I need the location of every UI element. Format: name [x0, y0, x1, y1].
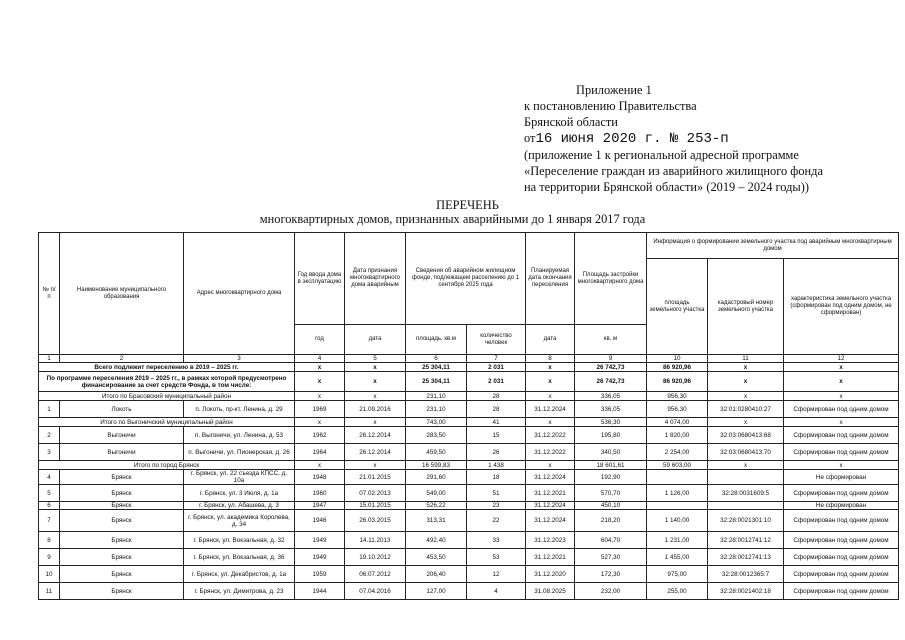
table-row [39, 401, 899, 418]
cell-date: 26.12.2014 [345, 427, 406, 444]
column-number: 5 [345, 355, 406, 363]
subtotal-row [39, 461, 899, 470]
cell-municipality: Брянск [60, 502, 184, 510]
cell-year: x [295, 363, 345, 372]
col-header-land: Информация о формировании земельного участка под аварийным многоквартирным домом [647, 233, 899, 259]
cell-cadastral: 32:28:0031609:5 [708, 485, 784, 502]
cell-year: 1969 [295, 401, 345, 418]
cell-municipality: Выгоничи [60, 427, 184, 444]
cell-planned-date: x [526, 461, 575, 470]
cell-cadastral: x [708, 372, 784, 392]
cell-year: 1947 [295, 502, 345, 510]
cell-cadastral: 32:28:0012365:7 [708, 566, 784, 583]
cell-date: 15.01.2015 [345, 502, 406, 510]
col-header-built-area: Площадь застройки многоквартирного дома [575, 233, 647, 325]
cell-built-area: 172,30 [575, 566, 647, 583]
cell-cadastral: 32:28:0012741:13 [708, 549, 784, 566]
cell-land-area: 956,30 [647, 401, 708, 418]
cell-people: 28 [467, 392, 526, 401]
cell-area: 127,00 [406, 583, 467, 600]
cell-land-char: Сформирован под одним домом [784, 485, 899, 502]
cell-num: 8 [39, 532, 60, 549]
unit-people: количество человек [467, 325, 526, 355]
cell-municipality: Выгоничи [60, 444, 184, 461]
appendix-header [524, 82, 864, 195]
column-number: 12 [784, 355, 899, 363]
cell-planned-date: 31.12.2024 [526, 510, 575, 532]
cell-land-area: 1 820,00 [647, 427, 708, 444]
program-total-row [39, 372, 899, 392]
column-number: 8 [526, 355, 575, 363]
col-header-info: Сведения об аварийном жилищном фонде, подлежащем расселению до 1 сентября 2025 года [406, 233, 526, 325]
cell-date: 21.09.2016 [345, 401, 406, 418]
cell-land-char: Сформирован под одним домом [784, 549, 899, 566]
cell-num: 10 [39, 566, 60, 583]
cell-num: 2 [39, 427, 60, 444]
cell-people: 26 [467, 444, 526, 461]
cell-year: 1948 [295, 470, 345, 485]
column-number: 9 [575, 355, 647, 363]
cell-year: 1949 [295, 549, 345, 566]
cell-land-area [647, 502, 708, 510]
appendix-line: к постановлению Правительства [524, 99, 697, 113]
cell-cadastral: 32:01:0280410:27 [708, 401, 784, 418]
cell-people: 2 031 [467, 372, 526, 392]
subtotal-label: Итого по город Брянск [39, 461, 295, 470]
cell-cadastral: x [708, 392, 784, 401]
col-header-planned: Планируемая дата окончания переселения [526, 233, 575, 325]
cell-year: 1964 [295, 444, 345, 461]
cell-planned-date: 31.12.2024 [526, 401, 575, 418]
cell-planned-date: x [526, 363, 575, 372]
cell-municipality: Брянск [60, 566, 184, 583]
cell-year: x [295, 461, 345, 470]
cell-people: 1 438 [467, 461, 526, 470]
cell-area: 453,50 [406, 549, 467, 566]
cell-year: 1949 [295, 532, 345, 549]
total-label: По программе переселения 2019 – 2025 гг., в рамках которой предусмотрено финансирование за счет средств Фонда, в том числе: [39, 372, 295, 392]
cell-year: 1960 [295, 485, 345, 502]
col-header-land-area: площадь земельного участка [647, 259, 708, 355]
col-header-recognition: Дата признания многоквартирного дома аварийным [345, 233, 406, 325]
cell-built-area: 340,50 [575, 444, 647, 461]
cell-people: 22 [467, 510, 526, 532]
cell-address: п. Выгоничи, ул. Пионерская, д. 26 [184, 444, 295, 461]
cell-built-area: 527,30 [575, 549, 647, 566]
title-subline: многоквартирных домов, признанных аварийными до 1 января 2017 года [259, 212, 646, 226]
appendix-line: «Переселение граждан из аварийного жилищного фонда [524, 164, 823, 178]
cell-date: 19.10.2012 [345, 549, 406, 566]
cell-date: x [345, 418, 406, 427]
cell-cadastral: 32:03:0680413:68 [708, 427, 784, 444]
unit-planned-date: дата [526, 325, 575, 355]
cell-area: 231,10 [406, 392, 467, 401]
cell-address: г. Брянск, ул. Вокзальная, д. 36 [184, 549, 295, 566]
title-line: ПЕРЕЧЕНЬ [436, 198, 499, 212]
cell-address: г. Брянск, ул. 22 съезда КПСС, д. 10а [184, 470, 295, 485]
cell-municipality: Локоть [60, 401, 184, 418]
cell-cadastral: 32:28:0012741:12 [708, 532, 784, 549]
cell-land-area: 1 231,00 [647, 532, 708, 549]
cell-area: 25 304,11 [406, 372, 467, 392]
column-number: 3 [184, 355, 295, 363]
subtotal-row [39, 392, 899, 401]
cell-num: 1 [39, 401, 60, 418]
cell-cadastral: x [708, 418, 784, 427]
cell-people: 18 [467, 470, 526, 485]
column-number: 4 [295, 355, 345, 363]
cell-built-area: 336,05 [575, 401, 647, 418]
cell-land-char: x [784, 392, 899, 401]
table-row [39, 444, 899, 461]
table-row [39, 427, 899, 444]
cell-land-char: Сформирован под одним домом [784, 444, 899, 461]
cell-land-area: 1 455,00 [647, 549, 708, 566]
appendix-date-line [524, 130, 864, 147]
cell-land-area: 86 920,96 [647, 372, 708, 392]
cell-date: x [345, 363, 406, 372]
cell-built-area: 232,00 [575, 583, 647, 600]
col-header-address: Адрес многоквартирного дома [184, 233, 295, 355]
cell-area: 206,40 [406, 566, 467, 583]
cell-built-area: 195,80 [575, 427, 647, 444]
cell-area: 526,22 [406, 502, 467, 510]
cell-land-char: x [784, 372, 899, 392]
cell-land-char: x [784, 418, 899, 427]
cell-num: 4 [39, 470, 60, 485]
cell-people: 51 [467, 485, 526, 502]
column-number: 7 [467, 355, 526, 363]
cell-municipality: Брянск [60, 485, 184, 502]
cell-date: x [345, 392, 406, 401]
cell-date: 26.03.2015 [345, 510, 406, 532]
appendix-line: Брянской области [524, 115, 618, 129]
cell-people: 2 031 [467, 363, 526, 372]
cell-area: 283,50 [406, 427, 467, 444]
cell-num: 5 [39, 485, 60, 502]
unit-sqm: кв. м [575, 325, 647, 355]
table-row [39, 502, 899, 510]
cell-land-area: 956,30 [647, 392, 708, 401]
cell-land-area: 4 074,00 [647, 418, 708, 427]
cell-num: 3 [39, 444, 60, 461]
cell-year: x [295, 392, 345, 401]
cell-land-area [647, 470, 708, 485]
cell-area: 16 599,83 [406, 461, 467, 470]
cell-municipality: Брянск [60, 549, 184, 566]
cell-date: 14.11.2013 [345, 532, 406, 549]
cell-planned-date: 31.08.2025 [526, 583, 575, 600]
col-header-land-char: характеристика земельного участка (сформирован под одним домом, не сформирован) [784, 259, 899, 355]
cell-built-area: 218,20 [575, 510, 647, 532]
cell-year: 1944 [295, 583, 345, 600]
cell-land-char: Не сформирован [784, 470, 899, 485]
cell-num: 7 [39, 510, 60, 532]
subtotal-label: Итого по Брасовский муниципальный район [39, 392, 295, 401]
cell-built-area: 18 601,61 [575, 461, 647, 470]
table-row [39, 532, 899, 549]
unit-year: год [295, 325, 345, 355]
table-row [39, 549, 899, 566]
cell-cadastral: x [708, 461, 784, 470]
column-number: 1 [39, 355, 60, 363]
appendix-line: (приложение 1 к региональной адресной программе [524, 148, 799, 162]
cell-land-area: 255,00 [647, 583, 708, 600]
cell-area: 459,50 [406, 444, 467, 461]
column-number: 10 [647, 355, 708, 363]
subtotal-row [39, 418, 899, 427]
cell-built-area: 604,70 [575, 532, 647, 549]
cell-cadastral: x [708, 363, 784, 372]
appendix-date: 16 июня 2020 г. № 253-п [535, 131, 729, 147]
cell-land-char: Сформирован под одним домом [784, 401, 899, 418]
cell-land-char: Сформирован под одним домом [784, 427, 899, 444]
cell-num: 9 [39, 549, 60, 566]
cell-people: 12 [467, 566, 526, 583]
cell-land-area: 975,00 [647, 566, 708, 583]
unit-date: дата [345, 325, 406, 355]
cell-planned-date: 31.12.2021 [526, 549, 575, 566]
cell-people: 15 [467, 427, 526, 444]
table-row [39, 470, 899, 485]
cell-built-area: 450,10 [575, 502, 647, 510]
cell-date: 26.12.2014 [345, 444, 406, 461]
cell-date: x [345, 372, 406, 392]
cell-land-char: x [784, 461, 899, 470]
document-title [0, 198, 905, 226]
cell-area: 231,10 [406, 401, 467, 418]
cell-built-area: 536,30 [575, 418, 647, 427]
cell-land-char: Сформирован под одним домом [784, 583, 899, 600]
col-header-num: № п/п [39, 233, 60, 355]
cell-land-area: 1 140,00 [647, 510, 708, 532]
total-row [39, 363, 899, 372]
cell-area: 313,31 [406, 510, 467, 532]
table-row [39, 485, 899, 502]
appendix-date-prefix: от [524, 131, 536, 145]
col-header-municipality: Наименование муниципального образования [60, 233, 184, 355]
cell-land-area: 2 254,00 [647, 444, 708, 461]
appendix-line: Приложение 1 [576, 83, 652, 97]
cell-num: 6 [39, 502, 60, 510]
cell-built-area: 570,70 [575, 485, 647, 502]
cell-date: 07.04.2016 [345, 583, 406, 600]
cell-built-area: 26 742,73 [575, 363, 647, 372]
col-header-year: Год ввода дома в эксплуатацию [295, 233, 345, 325]
cell-municipality: Брянск [60, 510, 184, 532]
cell-address: г. Брянск, ул. Декабристов, д. 1а [184, 566, 295, 583]
cell-planned-date: 31.12.2020 [526, 566, 575, 583]
cell-people: 53 [467, 549, 526, 566]
cell-cadastral [708, 502, 784, 510]
cell-planned-date: 31.12.2024 [526, 502, 575, 510]
houses-table [38, 232, 899, 600]
cell-date: 06.07.2012 [345, 566, 406, 583]
cell-land-char: Сформирован под одним домом [784, 510, 899, 532]
cell-land-area: 86 920,96 [647, 363, 708, 372]
cell-area: 25 304,11 [406, 363, 467, 372]
cell-planned-date: 31.12.2024 [526, 470, 575, 485]
subtotal-label: Итого по Выгоничский муниципальный район [39, 418, 295, 427]
cell-address: г. Брянск, ул. Вокзальная, д. 32 [184, 532, 295, 549]
cell-area: 549,00 [406, 485, 467, 502]
appendix-line: на территории Брянской области» (2019 – 2024 годы)) [524, 180, 810, 194]
cell-address: г. Брянск, ул. Абашева, д. 3 [184, 502, 295, 510]
cell-people: 33 [467, 532, 526, 549]
table-row [39, 566, 899, 583]
cell-built-area: 336,05 [575, 392, 647, 401]
cell-area: 743,00 [406, 418, 467, 427]
column-number: 2 [60, 355, 184, 363]
cell-municipality: Брянск [60, 532, 184, 549]
cell-land-area: 1 126,00 [647, 485, 708, 502]
cell-area: 291,60 [406, 470, 467, 485]
total-label: Всего подлежит переселению в 2019 – 2025 гг. [39, 363, 295, 372]
cell-people: 4 [467, 583, 526, 600]
cell-planned-date: x [526, 392, 575, 401]
cell-year: x [295, 372, 345, 392]
column-number: 6 [406, 355, 467, 363]
cell-cadastral: 32:28:0021301:10 [708, 510, 784, 532]
cell-built-area: 192,90 [575, 470, 647, 485]
col-header-cadastral: кадастровый номер земельного участка [708, 259, 784, 355]
cell-planned-date: 31.12.2022 [526, 444, 575, 461]
cell-people: 23 [467, 502, 526, 510]
cell-year: 1959 [295, 566, 345, 583]
column-number: 11 [708, 355, 784, 363]
cell-land-char: Не сформирован [784, 502, 899, 510]
cell-date: 07.02.2013 [345, 485, 406, 502]
cell-land-area: 59 603,00 [647, 461, 708, 470]
column-numbers-row [39, 355, 899, 363]
cell-cadastral: 32:03:0680413:70 [708, 444, 784, 461]
unit-area: площадь, кв.м [406, 325, 467, 355]
cell-year: x [295, 418, 345, 427]
cell-planned-date: x [526, 418, 575, 427]
cell-built-area: 26 742,73 [575, 372, 647, 392]
cell-area: 492,40 [406, 532, 467, 549]
cell-people: 41 [467, 418, 526, 427]
cell-planned-date: 31.12.2023 [526, 532, 575, 549]
cell-address: г. Брянск, ул. Димитрова, д. 23 [184, 583, 295, 600]
cell-address: г. Брянск, ул. академика Королева, д. 34 [184, 510, 295, 532]
cell-address: г. Брянск, ул. 3 Июля, д. 1а [184, 485, 295, 502]
cell-land-char: Сформирован под одним домом [784, 532, 899, 549]
cell-year: 1946 [295, 510, 345, 532]
cell-num: 11 [39, 583, 60, 600]
cell-land-char: Сформирован под одним домом [784, 566, 899, 583]
cell-planned-date: 31.12.2021 [526, 485, 575, 502]
cell-year: 1962 [295, 427, 345, 444]
cell-people: 28 [467, 401, 526, 418]
cell-cadastral: 32:28:0021402:18 [708, 583, 784, 600]
cell-date: x [345, 461, 406, 470]
table-row [39, 583, 899, 600]
cell-planned-date: x [526, 372, 575, 392]
table-row [39, 510, 899, 532]
cell-land-char: x [784, 363, 899, 372]
cell-address: п. Выгоничи, ул. Ленина, д. 53 [184, 427, 295, 444]
cell-municipality: Брянск [60, 470, 184, 485]
cell-cadastral [708, 470, 784, 485]
cell-planned-date: 31.12.2022 [526, 427, 575, 444]
cell-municipality: Брянск [60, 583, 184, 600]
cell-date: 21.01.2015 [345, 470, 406, 485]
cell-address: п. Локоть, пр-кт. Ленина, д. 29 [184, 401, 295, 418]
